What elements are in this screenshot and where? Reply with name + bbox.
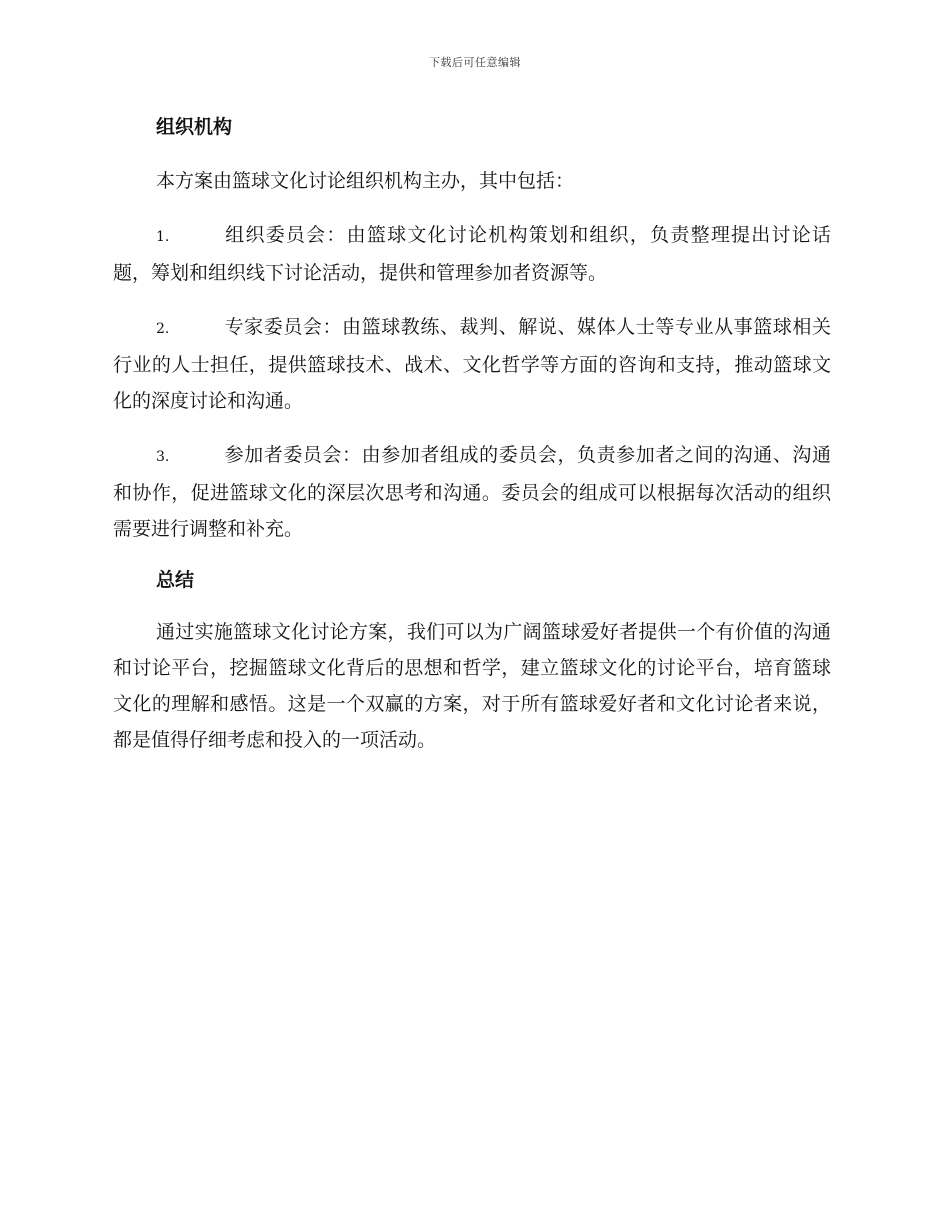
list-item-text: 专家委员会：由篮球教练、裁判、解说、媒体人士等专业从事篮球相关行业的人士担任，提供篮球技术、战术、文化哲学等方面的咨询和支持，推动篮球文化的深度讨论和沟通。	[113, 316, 831, 412]
document-body	[113, 111, 831, 758]
list-number: 3.	[156, 449, 170, 465]
list-number: 1.	[156, 229, 170, 245]
page-header: 下载后可任意编辑	[429, 56, 521, 69]
section-heading-org: 组织机构	[156, 116, 233, 138]
list-item	[113, 309, 831, 419]
list-item	[113, 217, 831, 291]
list-number: 2.	[156, 321, 170, 337]
summary-paragraph: 通过实施篮球文化讨论方案，我们可以为广阔篮球爱好者提供一个有价值的沟通和讨论平台，挖掘篮球文化背后的思想和哲学，建立篮球文化的讨论平台，培育篮球文化的理解和感悟。这是一个双赢的方案，对于所有篮球爱好者和文化讨论者来说，都是值得仔细考虑和投入的一项活动。	[113, 621, 831, 751]
list-item-text: 参加者委员会：由参加者组成的委员会，负责参加者之间的沟通、沟通和协作，促进篮球文化的深层次思考和沟通。委员会的组成可以根据每次活动的组织需要进行调整和补充。	[113, 444, 831, 540]
org-intro-paragraph: 本方案由篮球文化讨论组织机构主办，其中包括：	[156, 170, 575, 192]
list-item-text: 组织委员会：由篮球文化讨论机构策划和组织，负责整理提出讨论话题，筹划和组织线下讨论活动，提供和管理参加者资源等。	[113, 224, 831, 284]
list-item	[113, 437, 831, 547]
section-heading-summary: 总结	[156, 569, 195, 591]
